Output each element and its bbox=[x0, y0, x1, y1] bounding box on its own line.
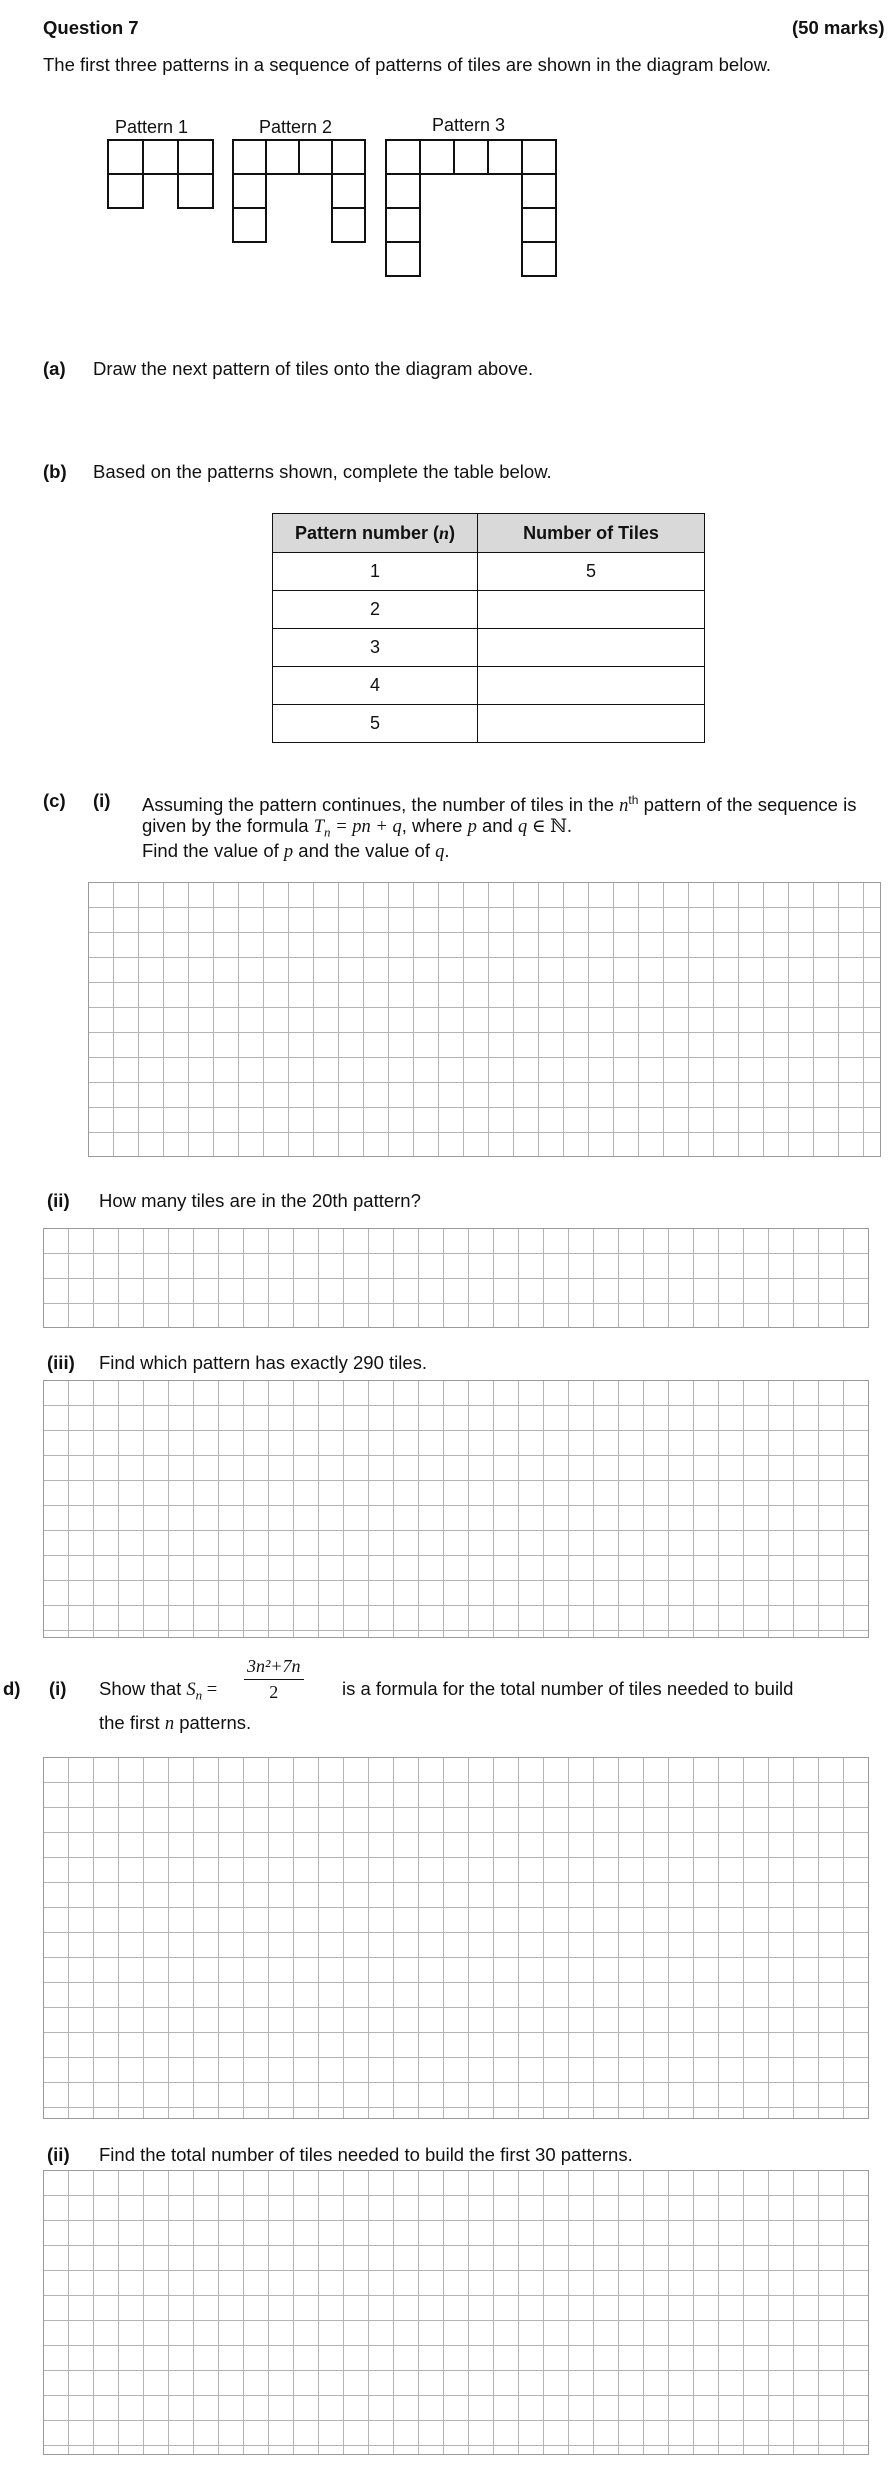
part-d-ii-text: Find the total number of tiles needed to build the first 30 patterns. bbox=[99, 2144, 633, 2165]
part-c-ii-text: How many tiles are in the 20th pattern? bbox=[99, 1190, 421, 1211]
part-c-iii-label: (iii) bbox=[47, 1352, 75, 1373]
table-header-pattern-number: Pattern number (n) bbox=[273, 514, 478, 553]
table-cell-tiles-answer[interactable] bbox=[478, 591, 705, 629]
marks-label: (50 marks) bbox=[792, 17, 885, 38]
part-d-i-show-that: Show that $S_n$ = bbox=[99, 1678, 218, 1703]
pattern-2-label: Pattern 2 bbox=[259, 117, 333, 137]
part-c-ii-label: (ii) bbox=[47, 1190, 70, 1211]
part-c-iii-text: Find which pattern has exactly 290 tiles. bbox=[99, 1352, 428, 1373]
question-title: Question 7 bbox=[43, 17, 139, 38]
table-cell-tiles-answer[interactable] bbox=[478, 629, 705, 667]
pattern-1-label: Pattern 1 bbox=[115, 117, 189, 137]
table-cell-n: 2 bbox=[273, 591, 478, 629]
part-a-text: Draw the next pattern of tiles onto the diagram above. bbox=[93, 358, 534, 379]
table-cell-tiles-answer[interactable] bbox=[478, 705, 705, 743]
part-b-text: Based on the patterns shown, complete the table below. bbox=[93, 461, 552, 482]
table-row bbox=[273, 705, 705, 743]
pattern-2-tiles bbox=[233, 140, 365, 242]
part-d-i-label: (i) bbox=[49, 1678, 67, 1699]
pattern-1-tiles bbox=[108, 140, 213, 208]
table-cell-tiles-answer[interactable] bbox=[478, 667, 705, 705]
formula-numerator: 3n²+7n bbox=[244, 1656, 304, 1680]
part-b-label: (b) bbox=[43, 461, 67, 482]
pattern-3-tiles bbox=[386, 140, 556, 276]
table-row bbox=[273, 553, 705, 591]
part-c-i-label: (i) bbox=[93, 790, 111, 811]
tiles-table bbox=[272, 513, 705, 743]
table-cell-n: 1 bbox=[273, 553, 478, 591]
formula-fraction bbox=[244, 1656, 304, 1703]
table-header-row bbox=[273, 514, 705, 553]
table-cell-n: 4 bbox=[273, 667, 478, 705]
answer-grid-c-ii[interactable] bbox=[43, 1228, 869, 1328]
part-a-label: (a) bbox=[43, 358, 66, 379]
part-c-i-line2: given by the formula $T_n$ = pn + q, where p and q ∈ ℕ. bbox=[142, 815, 572, 840]
table-cell-n: 3 bbox=[273, 629, 478, 667]
part-d-label: d) bbox=[3, 1678, 21, 1699]
table-cell-tiles: 5 bbox=[478, 553, 705, 591]
part-c-i-line1: Assuming the pattern continues, the number of tiles in the $n^{th}$ pattern of the sequence is bbox=[142, 793, 857, 817]
tile-patterns-diagram bbox=[0, 0, 896, 300]
table-row bbox=[273, 591, 705, 629]
intro-text: The first three patterns in a sequence of patterns of tiles are shown in the diagram below. bbox=[43, 54, 772, 75]
part-d-ii-label: (ii) bbox=[47, 2144, 70, 2165]
part-d-i-text: is a formula for the total number of tiles needed to build bbox=[342, 1678, 794, 1699]
pattern-3-label: Pattern 3 bbox=[432, 115, 506, 135]
answer-grid-c-iii[interactable] bbox=[43, 1380, 869, 1638]
answer-grid-d-ii[interactable] bbox=[43, 2170, 869, 2455]
formula-denominator: 2 bbox=[269, 1682, 279, 1702]
table-row bbox=[273, 629, 705, 667]
part-d-i-line2: the first n patterns. bbox=[99, 1712, 252, 1734]
answer-grid-c-i[interactable] bbox=[88, 882, 881, 1157]
table-row bbox=[273, 667, 705, 705]
part-c-i-line3: Find the value of p and the value of q. bbox=[142, 840, 450, 862]
part-c-label: (c) bbox=[43, 790, 66, 811]
table-header-number-of-tiles: Number of Tiles bbox=[478, 514, 705, 553]
answer-grid-d-i[interactable] bbox=[43, 1757, 869, 2119]
table-cell-n: 5 bbox=[273, 705, 478, 743]
